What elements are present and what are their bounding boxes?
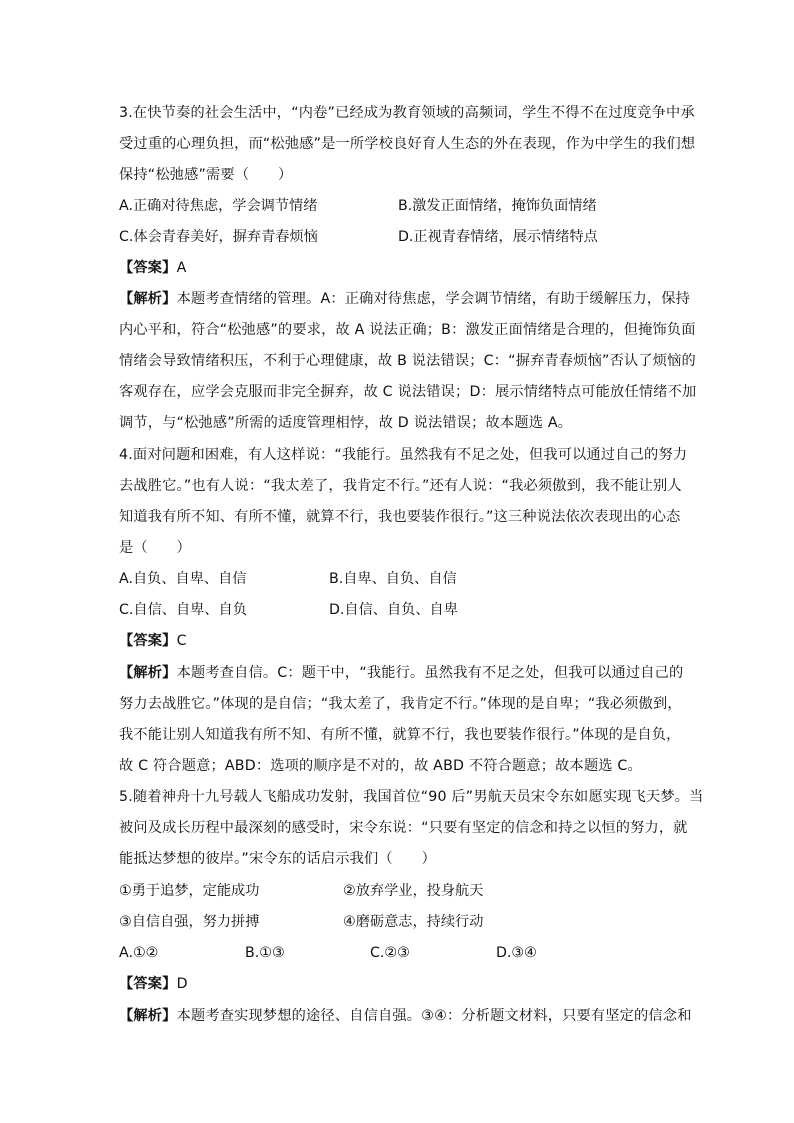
q5-analysis-text-1: 本题考查实现梦想的途径、自信自强。③④：分析题文材料，只要有坚定的信念和 — [176, 1008, 692, 1024]
q5-stem-line-3: 能抵达梦想的彼岸。”宋令东的话启示我们（ ） — [119, 851, 436, 867]
q4-analysis-line-3: 我不能让别人知道我有所不知、有所不懂，就算不行，我也要装作很行。”体现的是自负， — [119, 727, 681, 743]
q3-answer-value: A — [176, 260, 187, 276]
q5-option-a: A.①② — [119, 945, 159, 961]
q3-analysis-text-1: 本题考查情绪的管理。A：正确对待焦虑，学会调节情绪，有助于缓解压力，保持 — [176, 291, 691, 307]
q5-answer-tag: 【答案】 — [119, 976, 177, 992]
q4-stem-line-2: 去战胜它。”也有人说：“我太差了，我肯定不行。”还有人说：“我必须傲到，我不能让别人 — [119, 478, 682, 494]
q4-analysis-line-1 — [119, 664, 684, 682]
q3-analysis-line-4: 客观存在，应学会克服而非完全摒弃，故 C 说法错误；D：展示情绪特点可能放任情绪不加 — [119, 384, 697, 400]
q3-analysis-line-1 — [119, 290, 691, 308]
q5-analysis-tag: 【解析】 — [119, 1008, 177, 1024]
q3-option-b: B.激发正面情绪，掩饰负面情绪 — [398, 198, 597, 214]
q3-stem-line-2: 受过重的心理负担，而“松弛感”是一所学校良好育人生态的外在表现，作为中学生的我们想 — [119, 136, 696, 152]
q4-analysis-line-2: 努力去战胜它。”体现的是自信；“我太差了，我肯定不行。”体现的是自卑；“我必须傲到， — [119, 696, 682, 712]
q3-analysis-tag: 【解析】 — [119, 291, 177, 307]
q5-stem-line-2: 被问及成长历程中最深刻的感受时，宋令东说：“只要有坚定的信念和持之以恒的努力，就 — [119, 820, 688, 836]
q4-analysis-line-4: 故 C 符合题意；ABD：选项的顺序是不对的，故 ABD 不符合题意；故本题选 C。 — [119, 758, 642, 774]
q5-answer — [119, 975, 679, 993]
q4-option-d: D.自信、自负、自卑 — [329, 602, 458, 618]
q3-analysis-line-2: 内心平和，符合“松弛感”的要求，故 A 说法正确；B：激发正面情绪是合理的，但掩饰负面 — [119, 322, 696, 338]
q4-stem-line-4: 是（ ） — [119, 540, 191, 556]
q4-option-c: C.自信、自卑、自负 — [119, 602, 247, 618]
q5-stem-line-1: 5.随着神舟十九号载人飞船成功发射，我国首位“90 后”男航天员宋令东如愿实现飞天梦。当 — [119, 789, 704, 805]
q5-item-4: ④磨砺意志，持续行动 — [343, 914, 484, 930]
q5-option-c: C.②③ — [370, 945, 410, 961]
q5-analysis-line-1 — [119, 1007, 692, 1025]
q5-option-b: B.①③ — [245, 945, 285, 961]
q3-stem-line-3: 保持“松弛感”需要（ ） — [119, 167, 293, 183]
q3-stem-line-1: 3.在快节奏的社会生活中，“内卷”已经成为教育领域的高频词，学生不得不在过度竞争中承 — [119, 105, 695, 121]
q3-analysis-line-5: 调节，与“松弛感”所需的适度管理相悖，故 D 说法错误；故本题选 A。 — [119, 415, 573, 431]
q5-option-d: D.③④ — [496, 945, 537, 961]
q3-analysis-line-3: 情绪会导致情绪积压，不利于心理健康，故 B 说法错误；C：“摒弃青春烦恼”否认了烦恼的 — [119, 353, 696, 369]
q5-item-2: ②放弃学业，投身航天 — [343, 883, 484, 899]
q4-answer-tag: 【答案】 — [119, 633, 177, 649]
q3-option-c: C.体会青春美好，摒弃青春烦恼 — [119, 229, 318, 245]
q4-answer — [119, 632, 679, 650]
q5-item-1: ①勇于追梦，定能成功 — [119, 883, 260, 899]
q4-stem-line-3: 知道我有所不知、有所不懂，就算不行，我也要装作很行。”这三种说法依次表现出的心态 — [119, 509, 681, 525]
q4-stem-line-1: 4.面对问题和困难，有人这样说：“我能行。虽然我有不足之处，但我可以通过自己的努力 — [119, 447, 688, 463]
q3-option-d: D.正视青春情绪，展示情绪特点 — [398, 229, 598, 245]
q4-analysis-tag: 【解析】 — [119, 665, 177, 681]
q3-answer — [119, 259, 679, 277]
q3-answer-tag: 【答案】 — [119, 260, 177, 276]
q4-answer-value: C — [176, 633, 187, 649]
q4-option-a: A.自负、自卑、自信 — [119, 571, 247, 587]
q4-analysis-text-1: 本题考查自信。C：题干中，“我能行。虽然我有不足之处，但我可以通过自己的 — [176, 665, 684, 681]
q5-answer-value: D — [176, 976, 188, 992]
q5-item-3: ③自信自强，努力拼搏 — [119, 914, 260, 930]
q4-option-b: B.自卑、自负、自信 — [329, 571, 457, 587]
q3-option-a: A.正确对待焦虑，学会调节情绪 — [119, 198, 318, 214]
